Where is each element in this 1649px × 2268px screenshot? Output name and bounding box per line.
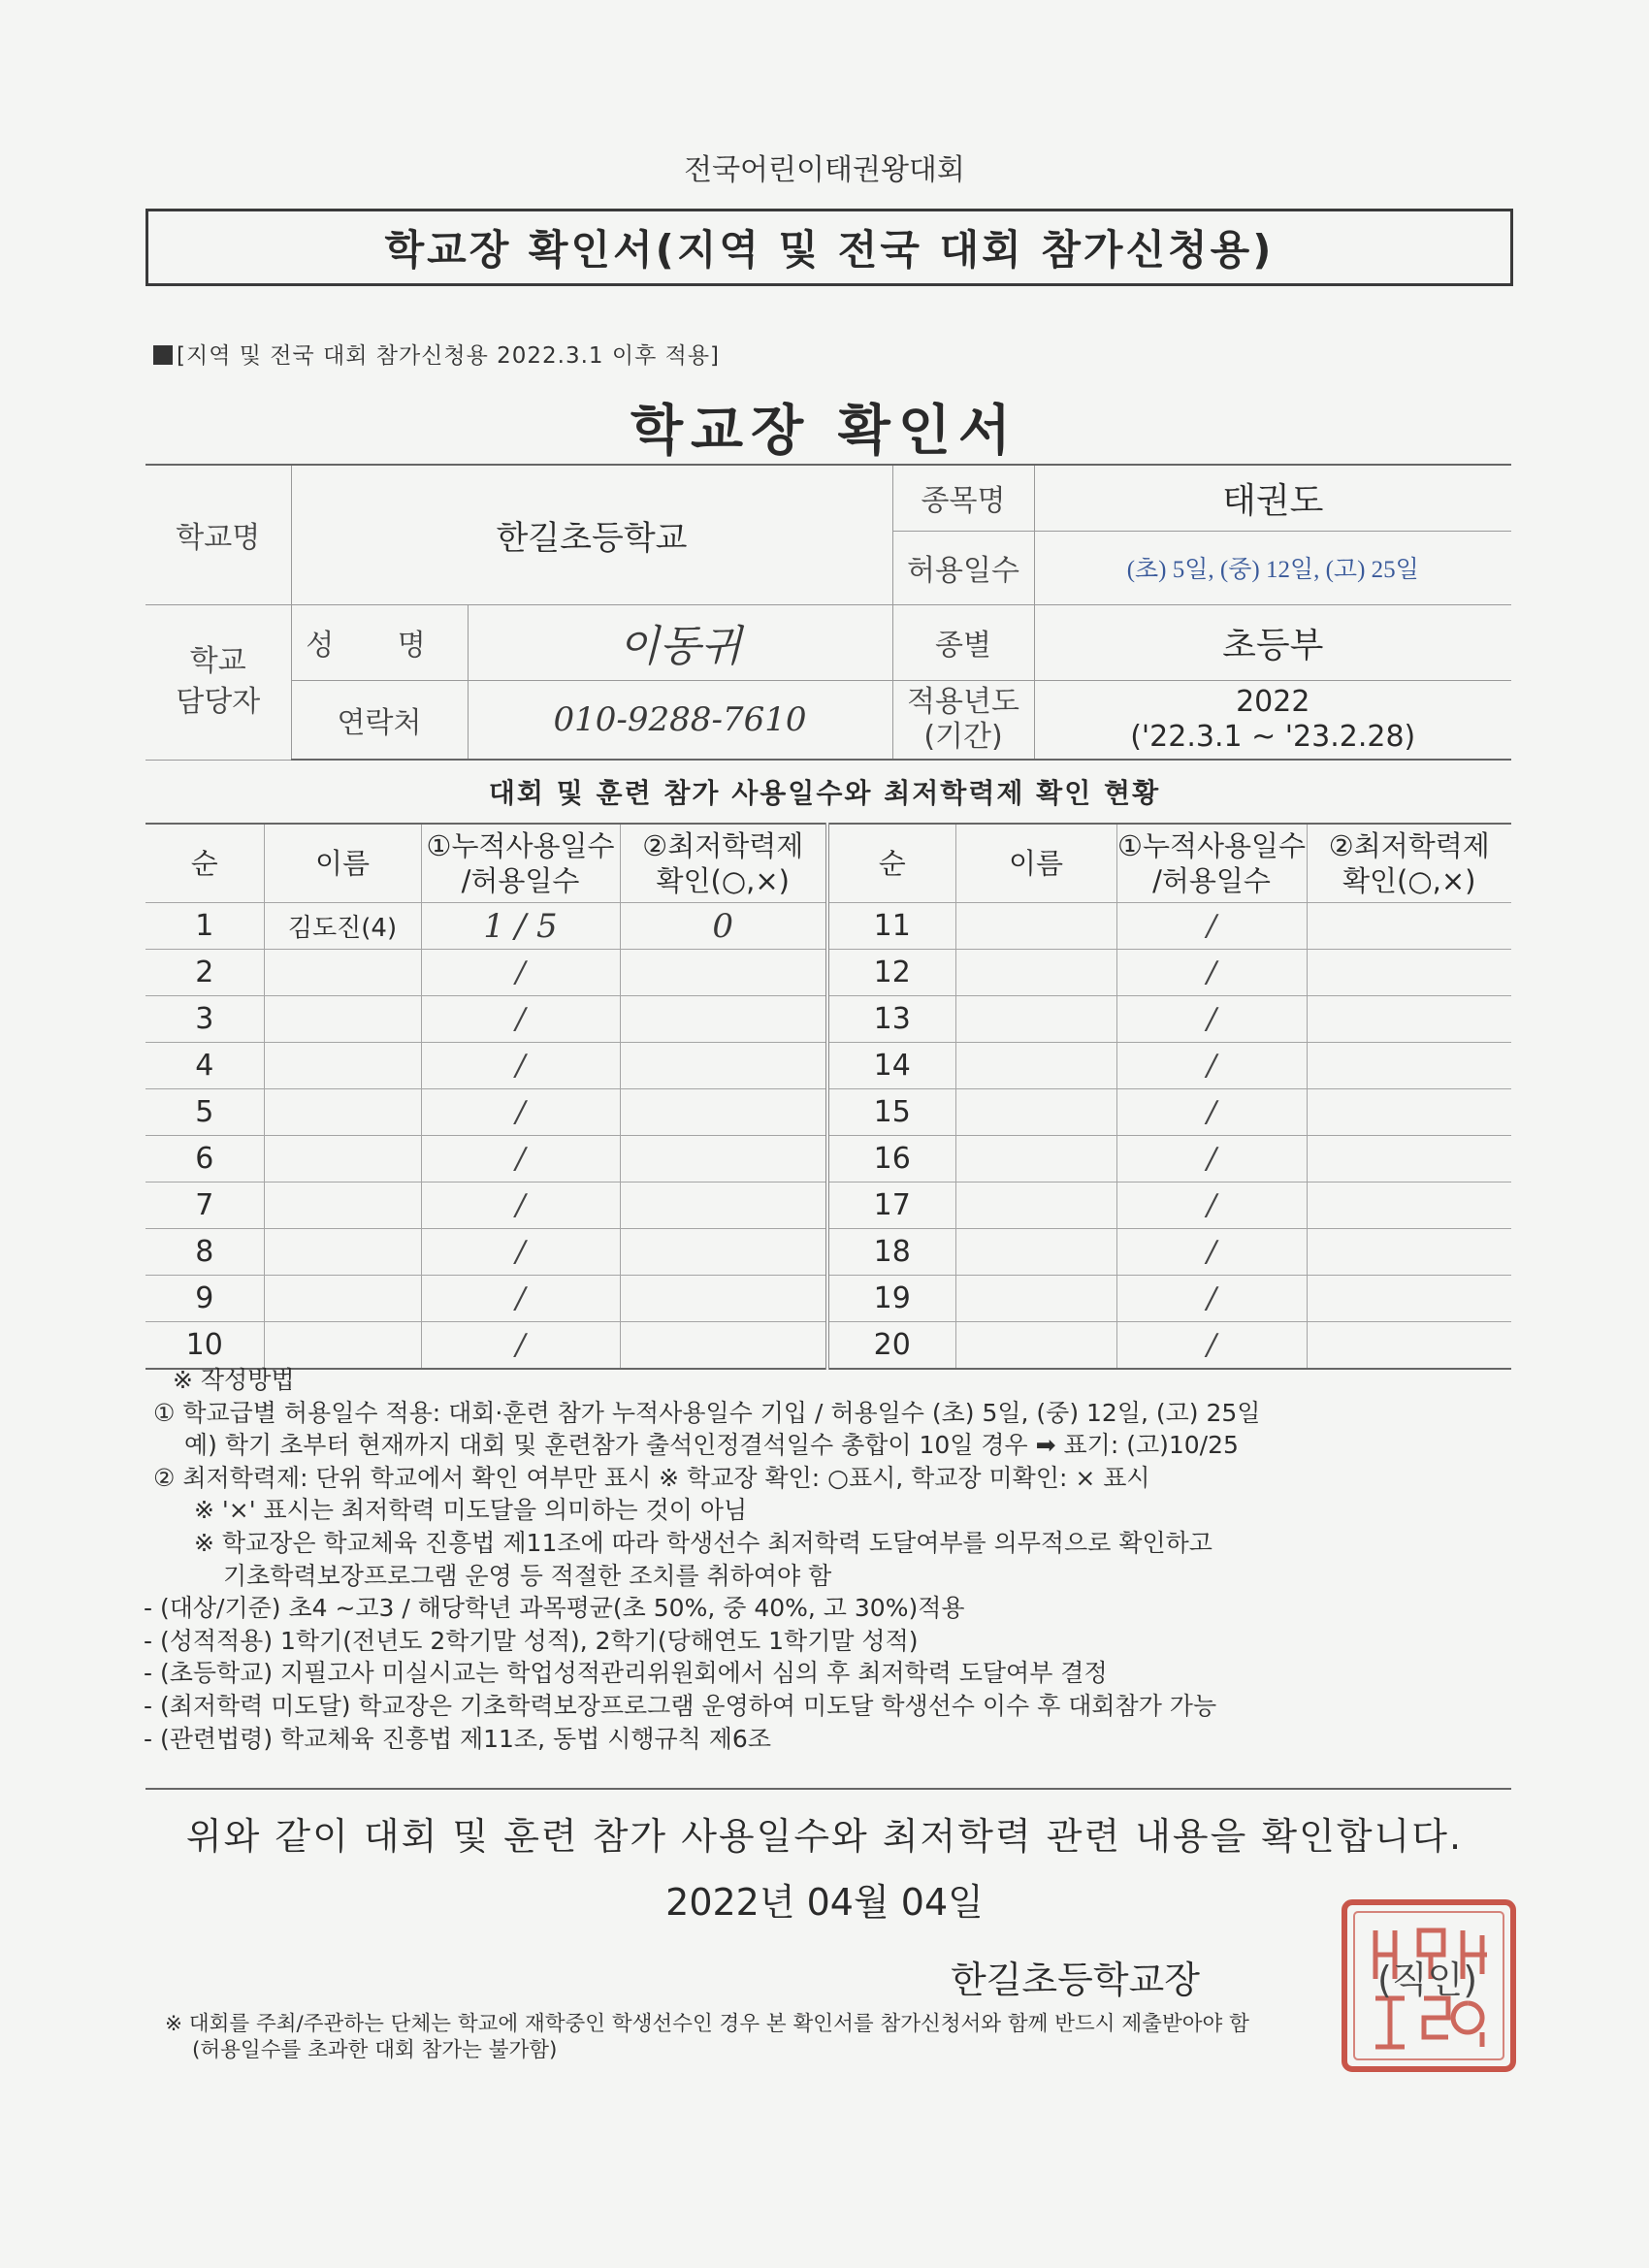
year-label-line2: (기간): [923, 719, 1003, 754]
header-days-line1: ①누적사용일수: [426, 829, 615, 862]
divider: [146, 1788, 1511, 1790]
row-name: [264, 950, 421, 996]
header-no: 순: [827, 824, 955, 903]
row-min: [1307, 1089, 1511, 1136]
row-name: [264, 1276, 421, 1322]
instruction-2: ② 최저학력제: 단위 학교에서 확인 여부만 표시 ※ 학교장 확인: ○표시, 학교장 미확인: × 표시: [153, 1463, 1150, 1492]
school-value: 한길초등학교: [291, 465, 892, 604]
row-days: /: [421, 1322, 620, 1370]
row-no: 15: [827, 1089, 955, 1136]
notice-line: [153, 338, 720, 370]
table-row: [146, 1322, 1511, 1370]
category-value: 초등부: [1034, 604, 1511, 680]
row-no: 8: [146, 1229, 264, 1276]
row-name: [955, 1136, 1116, 1183]
row-no: 16: [827, 1136, 955, 1183]
row-min: [620, 1089, 827, 1136]
sport-label: 종목명: [892, 465, 1034, 531]
row-min: [1307, 996, 1511, 1043]
row-days: /: [1116, 1043, 1307, 1089]
row-min: [620, 996, 827, 1043]
row-name: 김도진(4): [264, 903, 421, 950]
row-name: [264, 1089, 421, 1136]
manager-label-line2: 담당자: [176, 685, 261, 719]
row-name: [955, 996, 1116, 1043]
table-row: [146, 1089, 1511, 1136]
period-text: ('22.3.1 ~ '23.2.28): [1130, 719, 1416, 754]
row-no: 4: [146, 1043, 264, 1089]
header-days: [421, 824, 620, 903]
row-no: 13: [827, 996, 955, 1043]
row-name: [264, 1043, 421, 1089]
row-min: [1307, 950, 1511, 996]
table-row: [146, 1043, 1511, 1089]
row-days: /: [421, 950, 620, 996]
row-days: /: [1116, 1276, 1307, 1322]
contact-value: 010-9288-7610: [468, 680, 892, 760]
table-row: [146, 903, 1511, 950]
row-days: /: [1116, 1229, 1307, 1276]
detail-2: - (성적적용) 1학기(전년도 2학기말 성적), 2학기(당해연도 1학기말 성적): [144, 1626, 919, 1655]
row-days: /: [421, 1136, 620, 1183]
instruction-4: ※ 학교장은 학교체육 진흥법 제11조에 따라 학생선수 최저학력 도달여부를 의무적으로 확인하고: [194, 1528, 1212, 1557]
header-days-line2: /허용일수: [1152, 864, 1271, 897]
table-row: [146, 996, 1511, 1043]
row-min: [1307, 1276, 1511, 1322]
row-min: [620, 1322, 827, 1370]
row-no: 9: [146, 1276, 264, 1322]
row-days: /: [421, 1229, 620, 1276]
row-days: /: [1116, 1136, 1307, 1183]
row-name: [264, 996, 421, 1043]
row-no: 10: [146, 1322, 264, 1370]
square-bullet-icon: [153, 345, 173, 365]
year-label-line1: 적용년도: [907, 684, 1019, 719]
contact-label: 연락처: [291, 680, 468, 760]
row-min: [620, 950, 827, 996]
status-title: 대회 및 훈련 참가 사용일수와 최저학력제 확인 현황: [488, 777, 1161, 809]
row-days: /: [1116, 1322, 1307, 1370]
issue-date: 2022년 04월 04일: [665, 1881, 984, 1924]
event-title: 전국어린이태권왕대회: [684, 153, 965, 187]
row-no: 2: [146, 950, 264, 996]
document-title: 학교장 확인서(지역 및 전국 대회 참가신청용): [146, 209, 1513, 286]
row-name: [264, 1136, 421, 1183]
header-no: 순: [146, 824, 264, 903]
row-days: 1 / 5: [421, 903, 620, 950]
confirmation-statement: 위와 같이 대회 및 훈련 참가 사용일수와 최저학력 관련 내용을 확인합니다.: [185, 1815, 1464, 1858]
status-table: [146, 823, 1511, 1370]
row-days: /: [421, 1043, 620, 1089]
year-label: [892, 680, 1034, 760]
school-label: 학교명: [146, 465, 291, 604]
row-no: 14: [827, 1043, 955, 1089]
allowed-days-value: (초) 5일, (중) 12일, (고) 25일: [1034, 531, 1511, 604]
row-days: /: [421, 1183, 620, 1229]
name-value: 이동귀: [468, 604, 892, 680]
row-name: [955, 1322, 1116, 1370]
row-name: [955, 1276, 1116, 1322]
row-no: 3: [146, 996, 264, 1043]
instruction-3: ※ '×' 표시는 최저학력 미도달을 의미하는 것이 아님: [194, 1496, 748, 1525]
manager-label-line1: 학교: [189, 644, 246, 678]
row-name: [955, 1089, 1116, 1136]
row-days: /: [421, 1276, 620, 1322]
manager-label: [146, 604, 291, 760]
form-title: 학교장 확인서: [630, 400, 1019, 463]
header-min-line1: ②최저학력제: [642, 829, 804, 862]
row-days: /: [421, 996, 620, 1043]
instructions: [144, 1364, 1511, 1755]
row-min: [1307, 1229, 1511, 1276]
row-days: /: [1116, 1183, 1307, 1229]
instruction-1: ① 학교급별 허용일수 적용: 대회·훈련 참가 누적사용일수 기입 / 허용일수 (초) 5일, (중) 12일, (고) 25일: [153, 1398, 1261, 1427]
year-value: [1034, 680, 1511, 760]
row-days: /: [1116, 1089, 1307, 1136]
row-no: 17: [827, 1183, 955, 1229]
row-min: 0: [620, 903, 827, 950]
header-name: 이름: [264, 824, 421, 903]
row-min: [1307, 1043, 1511, 1089]
row-no: 20: [827, 1322, 955, 1370]
header-days: [1116, 824, 1307, 903]
row-days: /: [1116, 950, 1307, 996]
row-name: [264, 1229, 421, 1276]
row-no: 19: [827, 1276, 955, 1322]
row-name: [955, 1229, 1116, 1276]
row-no: 1: [146, 903, 264, 950]
notice-text: [지역 및 전국 대회 참가신청용 2022.3.1 이후 적용]: [177, 343, 721, 369]
row-min: [1307, 1322, 1511, 1370]
row-name: [955, 1183, 1116, 1229]
header-days-line2: /허용일수: [461, 864, 580, 897]
table-row: [146, 950, 1511, 996]
row-days: /: [1116, 903, 1307, 950]
row-min: [1307, 1183, 1511, 1229]
header-min-line2: 확인(○,×): [1342, 864, 1476, 897]
detail-5: - (관련법령) 학교체육 진흥법 제11조, 동법 시행규칙 제6조: [144, 1724, 771, 1753]
header-min: [620, 824, 827, 903]
category-label: 종별: [892, 604, 1034, 680]
row-name: [955, 1043, 1116, 1089]
table-row: [146, 1276, 1511, 1322]
row-name: [264, 1322, 421, 1370]
table-row: [146, 1229, 1511, 1276]
row-name: [955, 903, 1116, 950]
instruction-1-example: 예) 학기 초부터 현재까지 대회 및 훈련참가 출석인정결석일수 총합이 10일 경우 ➡ 표기: (고)10/25: [184, 1431, 1239, 1460]
header-min: [1307, 824, 1511, 903]
footer-line2: (허용일수를 초과한 대회 참가는 불가함): [192, 2038, 558, 2062]
row-min: [620, 1136, 827, 1183]
allowed-days-label: 허용일수: [892, 531, 1034, 604]
header-days-line1: ①누적사용일수: [1116, 829, 1307, 862]
header-min-line2: 확인(○,×): [656, 864, 790, 897]
header-min-line1: ②최저학력제: [1328, 829, 1490, 862]
row-days: /: [421, 1089, 620, 1136]
detail-1: - (대상/기준) 초4 ~고3 / 해당학년 과목평균(초 50%, 중 40%, 고 30%)적용: [144, 1594, 965, 1623]
row-min: [620, 1043, 827, 1089]
row-no: 5: [146, 1089, 264, 1136]
row-no: 6: [146, 1136, 264, 1183]
row-no: 18: [827, 1229, 955, 1276]
detail-3: - (초등학교) 지필고사 미실시교는 학업성적관리위원회에서 심의 후 최저학력 도달여부 결정: [144, 1659, 1108, 1688]
table-row: [146, 1183, 1511, 1229]
row-min: [620, 1276, 827, 1322]
row-name: [264, 1183, 421, 1229]
row-no: 11: [827, 903, 955, 950]
name-label: 성 명: [291, 604, 468, 680]
row-min: [620, 1183, 827, 1229]
row-no: 12: [827, 950, 955, 996]
detail-4: - (최저학력 미도달) 학교장은 기초학력보장프로그램 운영하여 미도달 학생선수 이수 후 대회참가 가능: [144, 1691, 1217, 1720]
instructions-heading: ※ 작성방법: [173, 1366, 295, 1394]
row-min: [1307, 1136, 1511, 1183]
footer-line1: ※ 대회를 주최/주관하는 단체는 학교에 재학중인 학생선수인 경우 본 확인서를 참가신청서와 함께 반드시 제출받아야 함: [165, 2012, 1249, 2036]
signer-name: 한길초등학교장: [951, 1959, 1200, 2001]
year-text: 2022: [1236, 684, 1310, 719]
instruction-4-cont: 기초학력보장프로그램 운영 등 적절한 조치를 취하여야 함: [223, 1561, 832, 1590]
seal-mark: (직인): [1377, 1959, 1478, 2001]
row-name: [955, 950, 1116, 996]
row-no: 7: [146, 1183, 264, 1229]
header-name: 이름: [955, 824, 1116, 903]
sport-value: 태권도: [1034, 465, 1511, 531]
row-min: [1307, 903, 1511, 950]
table-row: [146, 1136, 1511, 1183]
footer-note: [165, 2011, 1249, 2063]
row-min: [620, 1229, 827, 1276]
info-table: [146, 464, 1511, 761]
row-days: /: [1116, 996, 1307, 1043]
